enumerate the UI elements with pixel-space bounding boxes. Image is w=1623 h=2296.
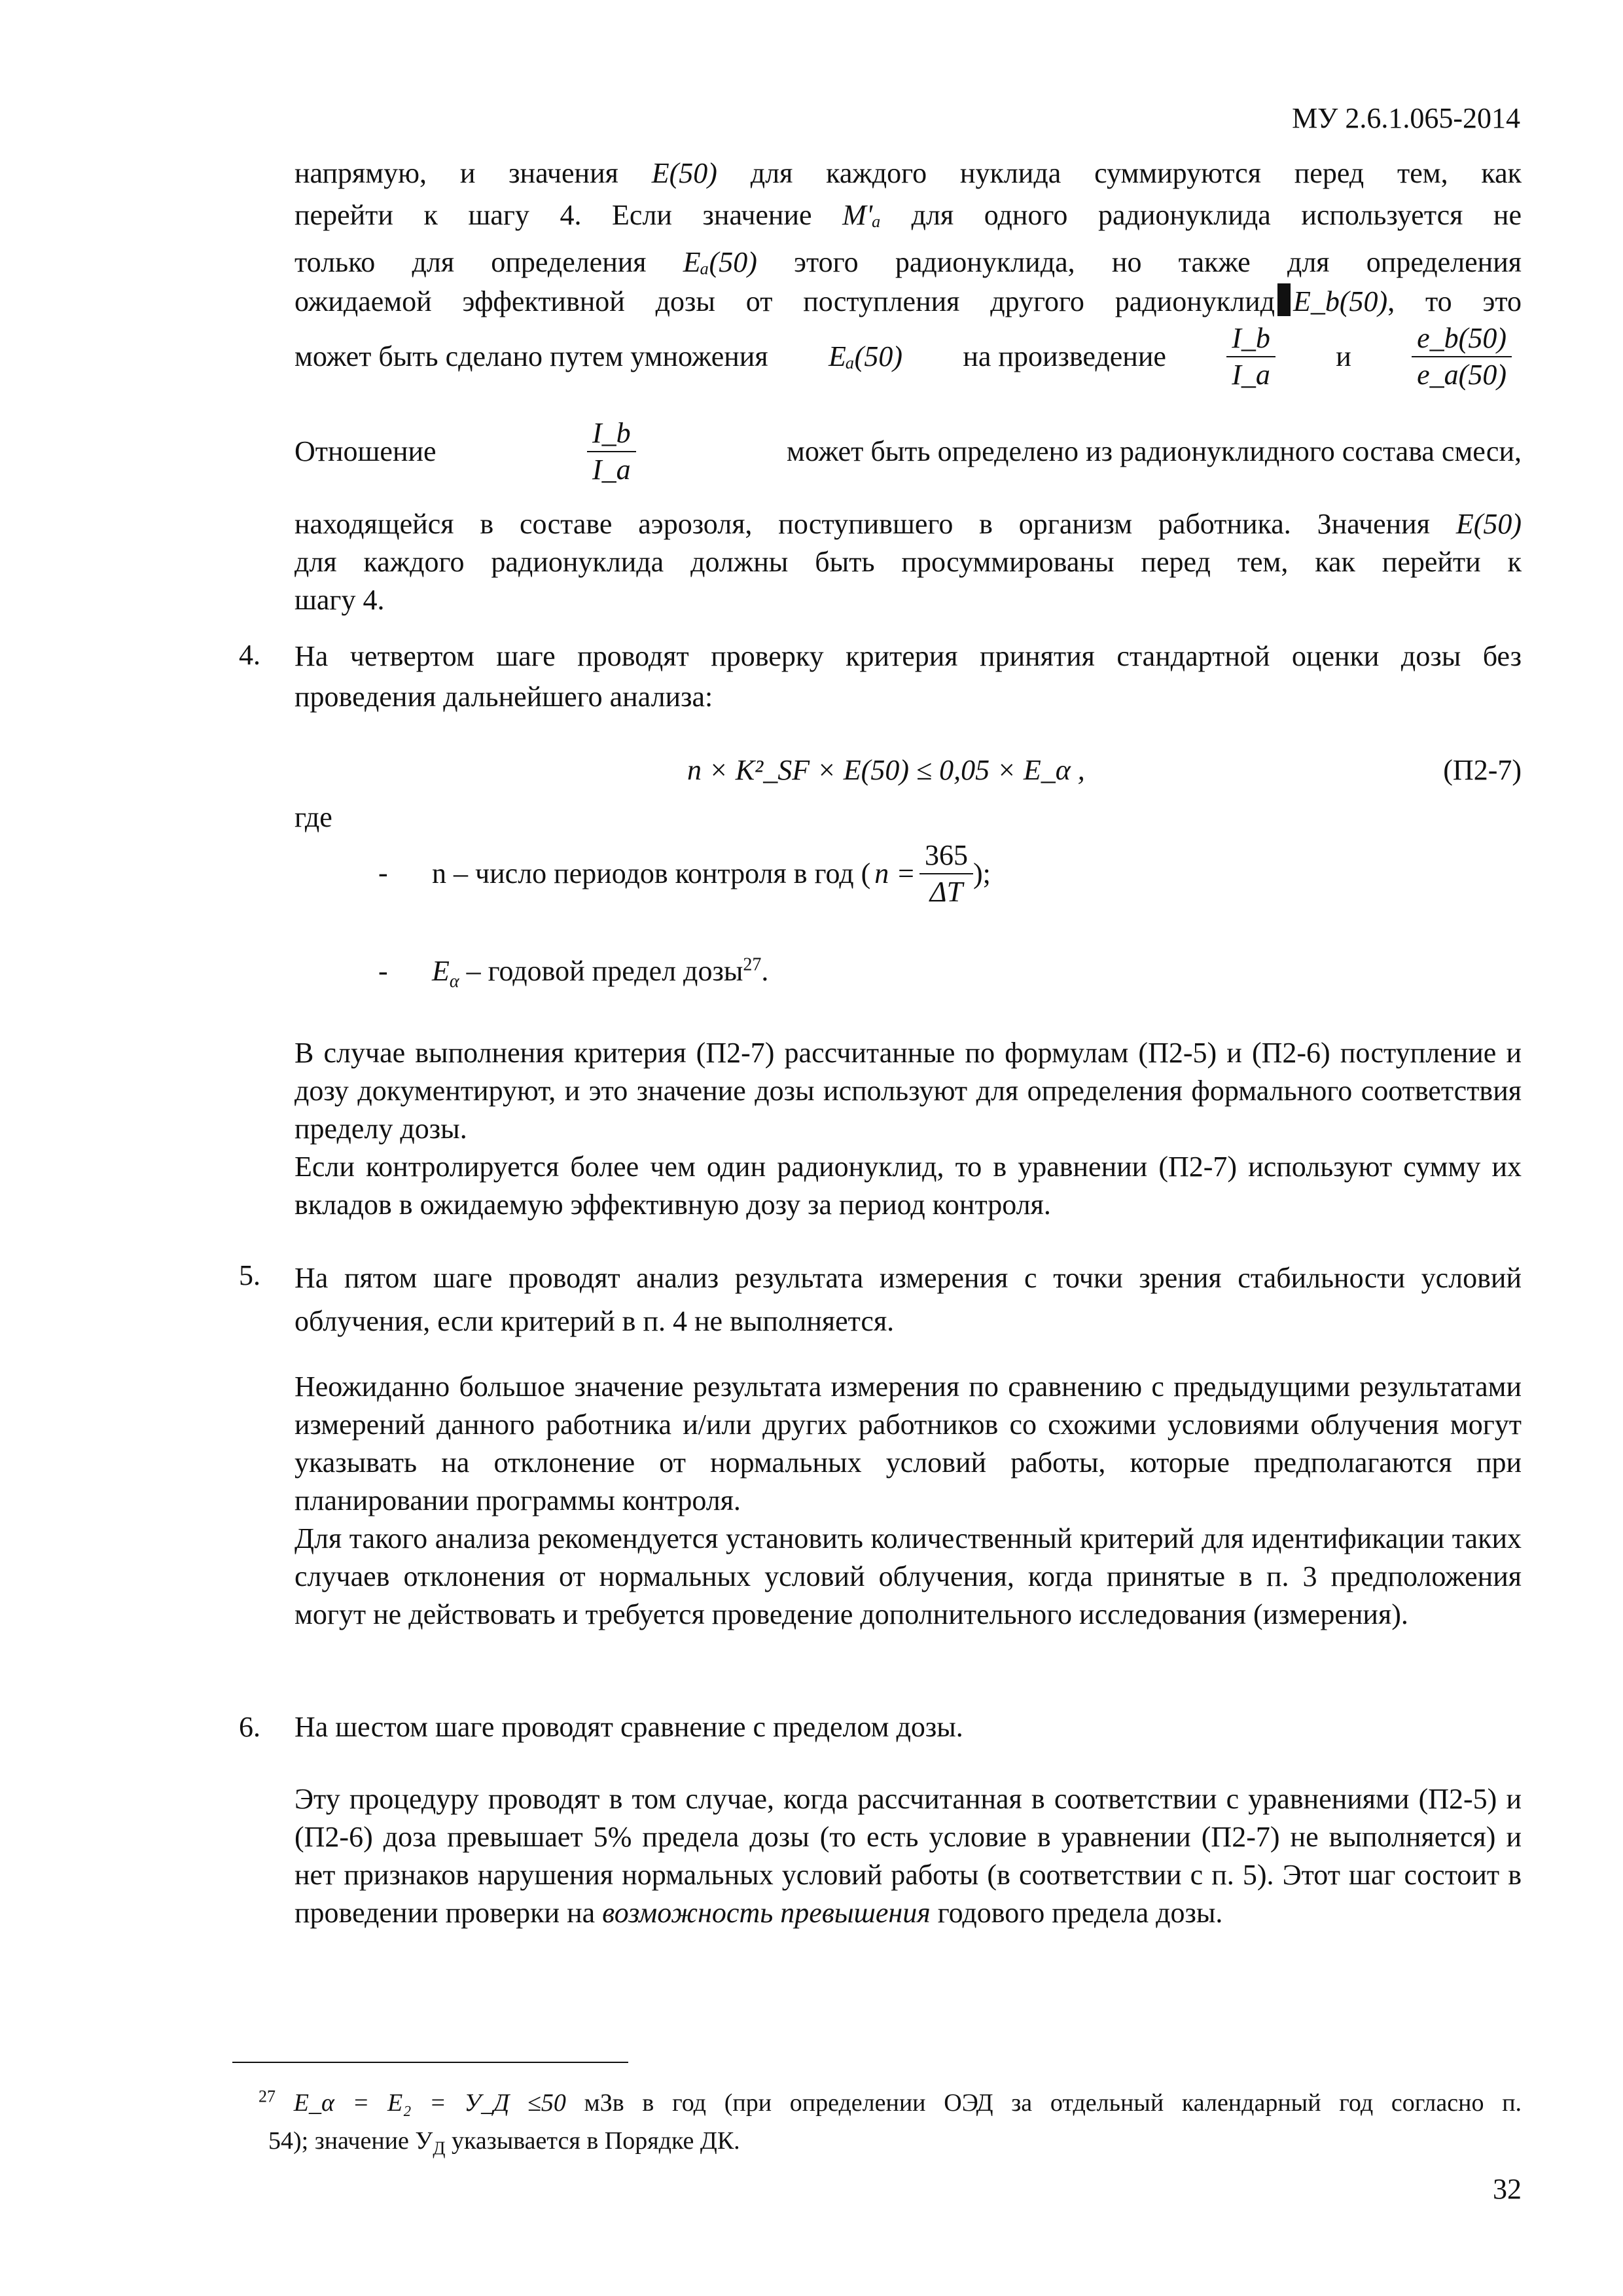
math-Ea50-2: Eₐ(50) xyxy=(828,340,902,372)
fraction-Ib-Ia-2: $\frac{I\_b}{I\_a}$ xyxy=(587,416,636,488)
step-4-text: На четвертом шаге проводят проверку критерия принятия стандартной оценки дозы без проведения дальнейшего анализа: xyxy=(294,640,1522,713)
footnote-line-1: $^{27}$ E_α = E₂ = У_Д ≤50 мЗв в год (при определении ОЭД за отдельный календарный год согласно п. xyxy=(259,2087,1522,2117)
page-number: 32 xyxy=(1493,2173,1522,2205)
step-6-text: На шестом шаге проводят сравнение с пределом дозы. xyxy=(294,1711,963,1743)
math-Eb50: E_b(50) xyxy=(1293,285,1388,317)
top-para-line-4: ожидаемой эффективной дозы от поступления другого радионуклид E_b(50), то это xyxy=(294,283,1522,321)
text-cursor xyxy=(1277,283,1291,316)
emphasis-text: возможность превышения xyxy=(602,1897,931,1929)
top-para-line-8: для каждого радионуклида должны быть просуммированы перед тем, как перейти к xyxy=(294,546,1522,578)
fraction-eb-ea: $\frac{e\_b(50)}{e\_a(50)}$ xyxy=(1412,321,1512,393)
math-Ma: M'ₐ xyxy=(842,199,882,231)
fraction-365-dT: $\frac{365}{\Delta T}$ xyxy=(919,838,973,910)
math-Ea50: Eₐ(50) xyxy=(683,246,757,278)
step-4-number: 4. xyxy=(239,639,260,671)
footnote-ref-27: 27 xyxy=(743,954,762,975)
top-para-line-1: напрямую, и значения E(50) для каждого нуклида суммируются перед тем, как xyxy=(294,157,1522,189)
footnote-line-2: 54); значение $У_Д$ указывается в Порядке ДК. xyxy=(268,2127,740,2159)
doc-code-header: МУ 2.6.1.065-2014 xyxy=(1292,102,1520,134)
step-5-text: На пятом шаге проводят анализ результата измерения с точки зрения стабильности условий облучения, если критерий в п. 4 не выполняется. xyxy=(294,1262,1522,1337)
bullet-annual-limit: $E_\alpha$ – годовой предел дозы$^{27}$. xyxy=(432,954,769,992)
top-para-line-6: Отношение $\frac{I\_b}{I\_a}$ может быть определено из радионуклидного состава смеси, xyxy=(294,416,1522,488)
step-4-para-1: В случае выполнения критерия (П2-7) рассчитанные по формулам (П2-5) и (П2-6) поступление и дозу документируют, и это значение дозы используют для определения формального соответствия пределу дозы. xyxy=(294,1037,1522,1145)
top-para-line-9: шагу 4. xyxy=(294,584,385,616)
top-para-line-3: только для определения Eₐ(50) этого радионуклида, но также для определения xyxy=(294,246,1522,278)
equation-label: (П2-7) xyxy=(1443,754,1522,786)
step-6-para-1: Эту процедуру проводят в том случае, когда рассчитанная в соответствии с уравнениями (П2-5) и (П2-6) доза превышает 5% предела дозы (то есть условие в уравнении (П2-7) не выполняется) и нет признаков нарушения нормальных условий работы (в соответствии с п. 5). Этот шаг состоит в проведении проверки на возможность превышения годового предела дозы. xyxy=(294,1783,1522,1929)
top-para-line-5: может быть сделано путем умножения Eₐ(50) на произведение $\frac{I\_b}{I\_a}$ и $\frac{e\_b(50)}{e\_a(50)}$ xyxy=(294,321,1512,393)
step-5-number: 5. xyxy=(239,1259,260,1291)
fraction-Ib-Ia: $\frac{I\_b}{I\_a}$ xyxy=(1226,321,1275,393)
equation-p2-7: n × K²_SF × E(50) ≤ 0,05 × E_α , xyxy=(687,754,1085,786)
step-5-para-2: Для такого анализа рекомендуется установить количественный критерий для идентификации таких случаев отклонения от нормальных условий облучения, когда принятые в п. 3 предположения могут не действовать и требуется проведение дополнительного исследования (измерения). xyxy=(294,1522,1522,1630)
top-para-line-7: находящейся в составе аэрозоля, поступившего в организм работника. Значения E(50) xyxy=(294,508,1522,540)
step-6-number: 6. xyxy=(239,1711,260,1743)
bullet-dash-1: - xyxy=(378,857,388,889)
footnote-formula: E_α = E₂ = У_Д ≤50 xyxy=(293,2089,566,2117)
step-4-para-2: Если контролируется более чем один радионуклид, то в уравнении (П2-7) используют сумму их вкладов в ожидаемую эффективную дозу за период контроля. xyxy=(294,1151,1522,1221)
footnote-mark: 27 xyxy=(259,2087,276,2106)
top-para-line-2: перейти к шагу 4. Если значение M'ₐ для одного радионуклида используется не xyxy=(294,199,1522,231)
math-E50: E(50) xyxy=(651,157,717,189)
step-5-para-1: Неожиданно большое значение результата измерения по сравнению с предыдущими результатами измерений данного работника и/или других работников со схожими условиями облучения могут указывать на отклонение от нормальных условий работы, которые предполагаются при планировании программы контроля. xyxy=(294,1371,1522,1516)
where-label: где xyxy=(294,801,332,833)
bullet-periods: n – число периодов контроля в год ( n = $\frac{365}{\Delta T}$ ); xyxy=(432,838,991,910)
footnote-separator xyxy=(232,2062,628,2063)
bullet-dash-2: - xyxy=(378,955,388,987)
